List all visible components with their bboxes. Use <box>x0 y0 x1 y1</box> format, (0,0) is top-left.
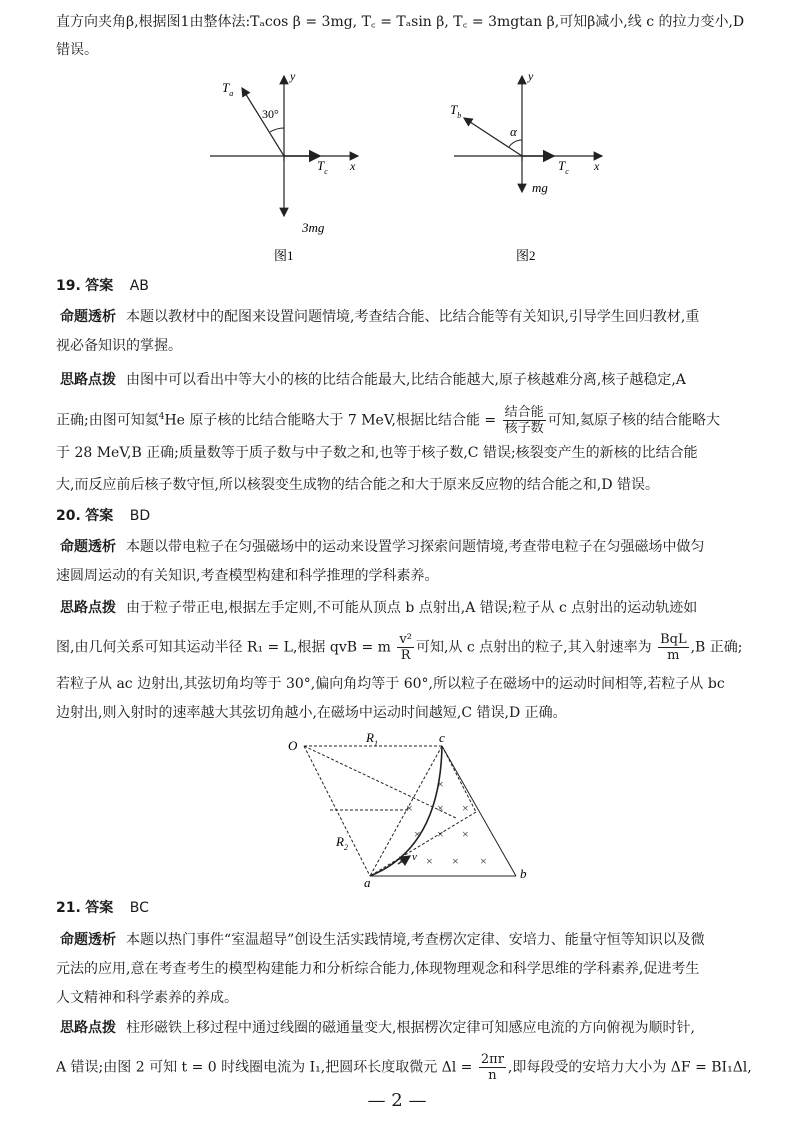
hint-label: 思路点拨 <box>60 600 116 616</box>
label-y: y <box>528 69 534 83</box>
text-line: 若粒子从 ac 边射出,其弦切角均等于 30°,偏向角均等于 60°,所以粒子在磁场中的运动时间相等,若粒子从 bc <box>56 676 725 692</box>
label-R2: $R_2$ <box>336 834 348 852</box>
svg-text:×: × <box>406 801 413 815</box>
analysis-label: 命题透析 <box>60 539 116 555</box>
text-line: 错误。 <box>56 42 98 58</box>
svg-text:×: × <box>398 854 405 868</box>
label-R1: $R_1$ <box>366 730 378 748</box>
text-line: 命题透析 本题以热门事件“室温超导”创设生活实践情境,考查楞次定律、安培力、能量守恒等知识以及微 <box>60 932 705 948</box>
label-O: O <box>288 738 298 753</box>
label-x: x <box>594 159 600 173</box>
figure-2 <box>450 69 602 263</box>
analysis-label: 命题透析 <box>60 932 116 948</box>
page-number: — 2 — <box>367 1090 427 1111</box>
label-b: b <box>520 866 527 881</box>
text-line: 元法的应用,意在考查考生的模型构建能力和分析综合能力,体现物理观念和科学思维的学科素养,促进考生 <box>56 961 700 977</box>
svg-text:×: × <box>480 854 487 868</box>
text-line: A 错误;由图 2 可知 t = 0 时线圈电流为 I₁,把圆环长度取微元 Δl = $\frac{2\pi r}{n}$ ,即每段受的安培力大小为 ΔF = BI₁Δl, <box>56 1052 752 1083</box>
text-line: 大,而反应前后核子数守恒,所以核裂变生成物的结合能之和大于原来反应物的结合能之和,D 错误。 <box>56 477 660 493</box>
figure-1 <box>210 69 358 263</box>
svg-text:×: × <box>462 827 469 841</box>
label-Tc: $T_c$ <box>317 158 328 176</box>
answer-label: 答案 <box>85 278 114 294</box>
label-angle: 30° <box>262 107 279 121</box>
figure-1-caption: 图1 <box>274 248 294 263</box>
text-line: 思路点拨 由图中可以看出中等大小的核的比结合能最大,比结合能越大,原子核越难分离,核子越稳定,A <box>60 372 686 388</box>
question-number: 19. <box>56 278 81 294</box>
answer-line <box>56 898 149 918</box>
label-x: x <box>350 159 356 173</box>
hint-label: 思路点拨 <box>60 1020 116 1036</box>
text-line: 思路点拨 柱形磁铁上移过程中通过线圈的磁通量变大,根据楞次定律可知感应电流的方向俯视为顺时针, <box>60 1020 695 1036</box>
text-line: 边射出,则入射时的速率越大其弦切角越小,在磁场中运动时间越短,C 错误,D 正确。 <box>56 705 567 721</box>
svg-text:×: × <box>452 854 459 868</box>
answer-value: BC <box>129 900 149 916</box>
force-diagram-figures <box>200 66 620 266</box>
analysis-label: 命题透析 <box>60 309 116 325</box>
text-line: 思路点拨 由于粒子带正电,根据左手定则,不可能从顶点 b 点射出,A 错误;粒子从 c 点射出的运动轨迹如 <box>60 600 698 616</box>
svg-text:×: × <box>462 801 469 815</box>
hint-label: 思路点拨 <box>60 372 116 388</box>
text-line: 速圆周运动的有关知识,考查模型构建和科学推理的学科素养。 <box>56 568 439 584</box>
magnetic-field-diagram <box>280 728 540 888</box>
question-number: 21. <box>56 900 81 916</box>
text-line: 视必备知识的掌握。 <box>56 338 182 354</box>
text-line: 图,由几何关系可知其运动半径 R₁ = L,根据 qvB = m $\frac{\text{v²}}{R}$ 可知,从 c 点射出的粒子,其入射速率为 $\frac{\text{BqL}}{m}$ ,B 正确; <box>56 632 743 663</box>
text-line: 人文精神和科学素养的养成。 <box>56 990 238 1006</box>
fraction: $\frac{\text{v²}}{R}$ <box>399 632 412 663</box>
svg-text:×: × <box>437 801 444 815</box>
figure-2-caption: 图2 <box>516 248 536 263</box>
text-line: 命题透析 本题以教材中的配图来设置问题情境,考查结合能、比结合能等有关知识,引导学生回归教材,重 <box>60 309 700 325</box>
label-c: c <box>439 730 445 745</box>
fraction: $\frac{\text{结合能}}{\text{核子数}}$ <box>504 405 544 436</box>
label-y: y <box>290 69 296 83</box>
text-line: 命题透析 本题以带电粒子在匀强磁场中的运动来设置学习探索问题情境,考查带电粒子在匀强磁场中做匀 <box>60 539 705 555</box>
svg-text:×: × <box>426 854 433 868</box>
label-Tb: $T_b$ <box>450 102 462 120</box>
answer-line <box>56 276 149 296</box>
label-angle: α <box>510 124 517 139</box>
fraction: $\frac{2\pi r}{n}$ <box>480 1052 504 1083</box>
label-Tc: $T_c$ <box>558 158 569 176</box>
answer-line <box>56 506 150 526</box>
label-a: a <box>364 875 371 888</box>
question-number: 20. <box>56 508 81 524</box>
svg-text:×: × <box>437 777 444 791</box>
text-line: 直方向夹角β,根据图1由整体法:Tₐcos β = 3mg, T꜀ = Tₐsin β, T꜀ = 3mgtan β,可知β减小,线 c 的拉力变小,D <box>56 14 745 30</box>
label-load: 3mg <box>302 220 325 235</box>
text-line: 于 28 MeV,B 正确;质量数等于质子数与中子数之和,也等于核子数,C 错误;核裂变产生的新核的比结合能 <box>56 445 698 461</box>
label-v: v <box>412 851 417 863</box>
answer-value: AB <box>129 278 149 294</box>
tension-a-arrow <box>242 88 284 156</box>
answer-label: 答案 <box>85 508 114 524</box>
svg-text:×: × <box>414 827 421 841</box>
answer-label: 答案 <box>85 900 114 916</box>
svg-text:×: × <box>437 827 444 841</box>
fraction: $\frac{\text{BqL}}{m}$ <box>660 632 687 663</box>
label-load: mg <box>532 180 548 195</box>
label-Ta: $T_a$ <box>222 80 234 98</box>
text-line: 正确;由图可知氦$^4$He 原子核的比结合能略大于 7 MeV,根据比结合能 = $\frac{\text{结合能}}{\text{核子数}}$ 可知,氦原子核的结合能略大 <box>56 405 721 436</box>
answer-value: BD <box>129 508 151 524</box>
